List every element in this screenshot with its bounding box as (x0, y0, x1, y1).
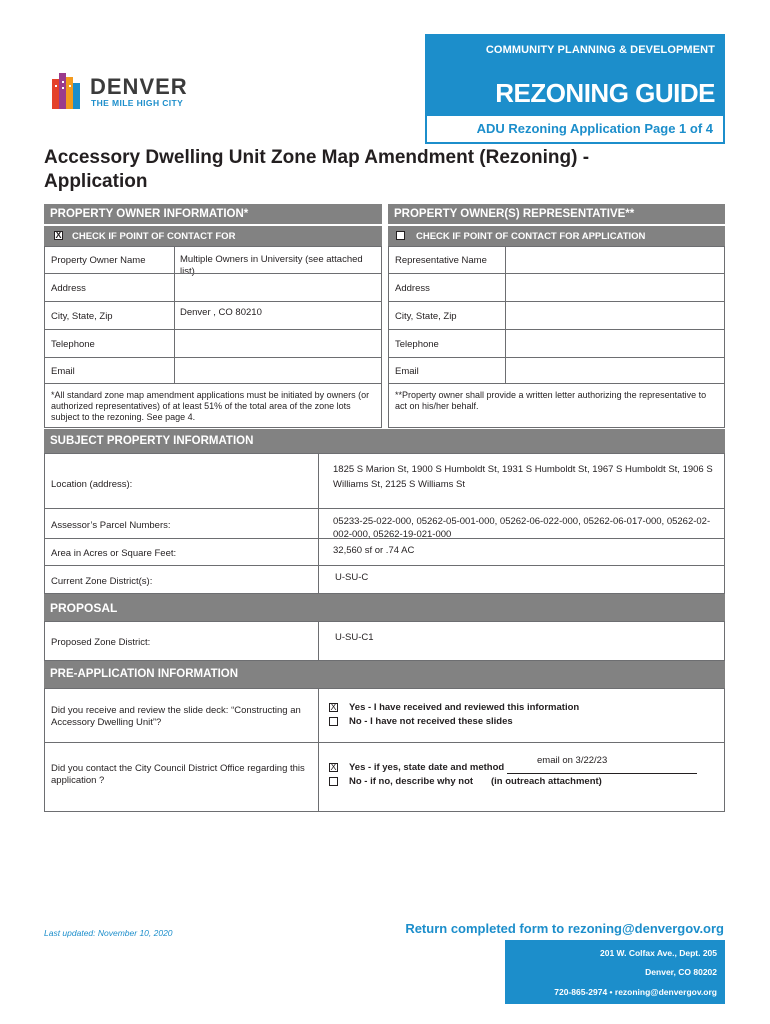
rep-section-header: PROPERTY OWNER(S) REPRESENTATIVE** (388, 204, 725, 224)
logo-name: DENVER (90, 74, 188, 99)
owner-note-cell (44, 383, 382, 428)
location-field[interactable]: 1825 S Marion St, 1900 S Humboldt St, 1931 S Humboldt St, 1967 S Humboldt St, 1906 S Williams St, 2125 S Williams St (318, 453, 725, 509)
q1-label-cell: Did you receive and review the slide deck: “Constructing an Accessory Dwelling Unit”? (44, 688, 319, 743)
zone-field[interactable]: U-SU-C (318, 565, 725, 594)
zone-label-cell: Current Zone District(s): (44, 565, 319, 594)
parcel-label-cell: Assessor’s Parcel Numbers: (44, 508, 319, 539)
last-updated: Last updated: November 10, 2020 (44, 928, 173, 938)
contact-box (505, 940, 725, 1004)
q2-no-answer[interactable]: (in outreach attachment) (491, 776, 602, 787)
rep-telephone-field[interactable] (505, 329, 725, 358)
return-instructions: Return completed form to rezoning@denvergov.org (405, 921, 724, 936)
department-label: COMMUNITY PLANNING & DEVELOPMENT (485, 44, 715, 56)
location-label-cell: Location (address): (44, 453, 319, 509)
owner-email-field[interactable] (174, 357, 382, 384)
owner-name-label-cell: Property Owner Name (44, 246, 175, 274)
proposed-zone-field[interactable]: U-SU-C1 (318, 621, 725, 661)
q1-no-label: No - I have not received these slides (349, 716, 513, 727)
owner-section-header: PROPERTY OWNER INFORMATION* (44, 204, 382, 224)
q2-yes-label: Yes - if yes, state date and method (349, 762, 505, 773)
q2-label-cell: Did you contact the City Council District Office regarding this application ? (44, 742, 319, 812)
owner-city-field[interactable]: Denver , CO 80210 (174, 301, 382, 330)
proposed-zone-label-cell: Proposed Zone District: (44, 621, 319, 661)
owner-note: *All standard zone map amendment applications must be initiated by owners (or authorized representatives) of at least 51% of the total area of the zone lots subject to the rezoning. See page 4. (51, 390, 370, 422)
logo-tagline: THE MILE HIGH CITY (91, 98, 184, 108)
owner-contact-row: X CHECK IF POINT OF CONTACT FOR (44, 226, 382, 246)
q2-date-underline (507, 773, 697, 774)
page-label: ADU Rezoning Application Page 1 of 4 (427, 116, 723, 142)
rep-contact-checkbox[interactable] (396, 231, 405, 240)
rep-contact-row: CHECK IF POINT OF CONTACT FOR APPLICATION (388, 226, 725, 246)
q2-no-label: No - if no, describe why not (349, 776, 474, 787)
q1-answer-cell (318, 688, 725, 743)
page-title: Accessory Dwelling Unit Zone Map Amendment (Rezoning) - Application (44, 147, 590, 192)
proposal-section-header: PROPOSAL (44, 594, 725, 621)
q1-yes-checkbox[interactable]: X (330, 702, 337, 712)
owner-telephone-field[interactable] (174, 329, 382, 358)
owner-name-field[interactable]: Multiple Owners in University (see attached list) (174, 246, 382, 274)
owner-address-label-cell: Address (44, 273, 175, 302)
rep-address-field[interactable] (505, 273, 725, 302)
rep-note: **Property owner shall provide a written letter authorizing the representative to act on his/her behalf. (395, 390, 707, 411)
guide-title: REZONING GUIDE (495, 78, 715, 108)
owner-city-label-cell: City, State, Zip (44, 301, 175, 330)
header-banner (425, 34, 725, 144)
area-label-cell: Area in Acres or Square Feet: (44, 538, 319, 566)
address-line-1: 201 W. Colfax Ave., Dept. 205 (600, 948, 717, 958)
rep-address-label-cell: Address (388, 273, 506, 302)
owner-telephone-label-cell: Telephone (44, 329, 175, 358)
parcel-field[interactable]: 05233-25-022-000, 05262-05-001-000, 05262-06-022-000, 05262-06-017-000, 05262-02-002-000, 05262-19-021-000 (318, 508, 725, 539)
q2-yes-checkbox[interactable]: X (330, 762, 337, 772)
area-field[interactable]: 32,560 sf or .74 AC (318, 538, 725, 566)
contact-line: 720-865-2974 • rezoning@denvergov.org (554, 987, 717, 997)
rep-telephone-label-cell: Telephone (388, 329, 506, 358)
rep-name-field[interactable] (505, 246, 725, 274)
owner-address-field[interactable] (174, 273, 382, 302)
q1-no-checkbox[interactable] (329, 717, 338, 726)
q2-no-checkbox[interactable] (329, 777, 338, 786)
q2-answer-cell (318, 742, 725, 812)
q1-yes-label: Yes - I have received and reviewed this information (349, 702, 580, 713)
q2-date-value[interactable]: email on 3/22/23 (537, 755, 608, 766)
owner-email-label-cell: Email (44, 357, 175, 384)
rep-city-label-cell: City, State, Zip (388, 301, 506, 330)
rep-note-cell (388, 383, 725, 428)
preapp-section-header: PRE-APPLICATION INFORMATION (44, 661, 725, 688)
rep-email-label-cell: Email (388, 357, 506, 384)
subject-section-header: SUBJECT PROPERTY INFORMATION (44, 429, 725, 453)
rep-city-field[interactable] (505, 301, 725, 330)
denver-logo-icon (52, 73, 82, 111)
address-line-2: Denver, CO 80202 (645, 967, 717, 977)
owner-contact-checkbox[interactable]: X (55, 230, 62, 240)
rep-name-label-cell: Representative Name (388, 246, 506, 274)
rep-email-field[interactable] (505, 357, 725, 384)
